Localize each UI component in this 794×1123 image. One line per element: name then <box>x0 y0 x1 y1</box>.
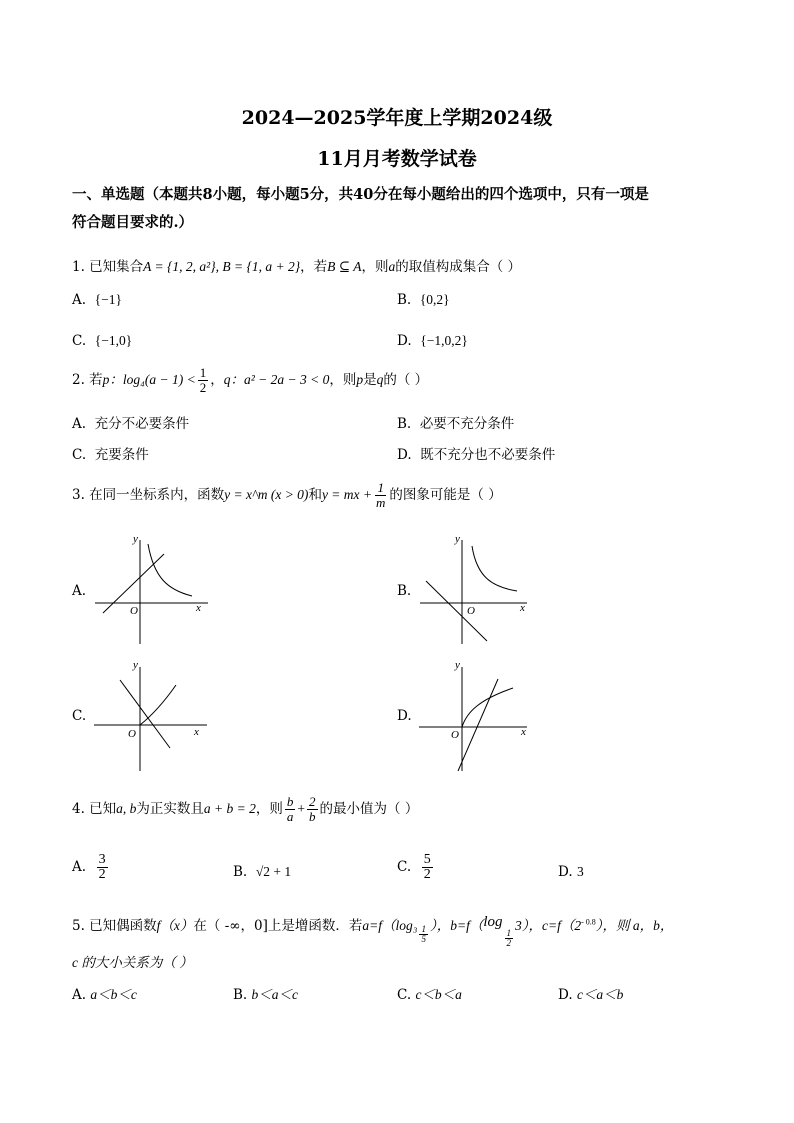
q5-b-base-den: 2 <box>506 938 511 948</box>
q3-graph-a <box>90 530 215 645</box>
q1-option-c-text: {−1,0} <box>94 333 133 348</box>
q2-q-var: q <box>223 372 231 387</box>
q5-line2: c 的大小关系为（ ） <box>72 955 193 970</box>
x-label: x <box>194 726 199 738</box>
q2-p-num: 1 <box>199 365 207 380</box>
q2-option-d[interactable] <box>397 443 555 463</box>
q1-option-d-label: D. <box>397 333 412 349</box>
q2-option-c-text: 充要条件 <box>94 447 149 463</box>
y-label: y <box>133 533 138 545</box>
power-curve <box>140 685 176 725</box>
q4-option-c-label: C. <box>397 859 412 875</box>
q4-option-b[interactable] <box>233 864 291 880</box>
q3-option-d-label[interactable]: D. <box>397 708 412 724</box>
q2-option-c-label: C. <box>72 447 87 463</box>
q5-option-d-label: D. <box>558 987 573 1003</box>
q4-term2 <box>307 795 318 824</box>
origin-label: O <box>451 729 459 741</box>
q3-option-b-label[interactable]: B. <box>397 583 412 599</box>
q3-f2: y = mx + <box>321 487 373 502</box>
q3-graph-d <box>415 655 540 775</box>
q4-option-c-num: 5 <box>423 852 431 867</box>
q3-f2-num: 1 <box>377 480 384 495</box>
q4-option-a-frac <box>97 853 108 882</box>
line-graph <box>426 581 487 641</box>
q5-fx: f（x） <box>156 918 194 933</box>
q3-f2-den: m <box>376 495 386 510</box>
q4-option-c-frac <box>422 853 433 882</box>
q2-p-fraction <box>198 366 209 395</box>
q4-vars: a, b <box>116 801 137 816</box>
q4-option-a-num: 3 <box>98 852 106 867</box>
q3-option-c-label[interactable]: C. <box>72 708 87 724</box>
q5-option-c[interactable] <box>397 983 462 1003</box>
q3-f2-fraction <box>374 481 387 510</box>
q3-and: 和 <box>308 487 322 503</box>
q5-b-base <box>505 929 514 948</box>
q2-option-d-label: D. <box>397 447 412 463</box>
q4-option-a-den: 2 <box>98 867 106 882</box>
q2-option-b-label: B. <box>397 416 412 432</box>
q2-q-sep: ， <box>210 372 224 388</box>
q1-suffix: 的取值构成集合（ ） <box>395 259 522 275</box>
power-curve <box>462 688 513 727</box>
q4-option-a-label: A. <box>72 859 87 875</box>
q2-option-d-text: 既不充分也不必要条件 <box>420 447 556 463</box>
y-label: y <box>455 533 460 545</box>
q4-term1 <box>285 795 296 824</box>
q5-c-def: c=f（2 <box>542 918 582 933</box>
q2-option-b-text: 必要不充分条件 <box>419 416 515 432</box>
q4-mid: 为正实数且 <box>136 801 204 817</box>
section-heading-cont: 符合题目要求的.） <box>72 214 194 231</box>
q1-option-c-label: C. <box>72 333 87 349</box>
q1-option-b[interactable] <box>397 292 450 308</box>
q2-prefix: 2. 若 <box>72 372 103 388</box>
q1-option-d-text: {−1,0,2} <box>420 333 468 348</box>
q5-option-c-label: C. <box>397 987 412 1003</box>
q4-t2-num: 2 <box>309 794 316 809</box>
q1-var: a <box>388 259 396 274</box>
q2-p-expr: ：log₄(a − 1) < <box>109 372 196 387</box>
q2-q-expr: ：a² − 2a − 3 < 0 <box>230 372 330 387</box>
q2-p-den: 2 <box>199 380 207 395</box>
q5-b-arg: 3）， <box>515 918 542 933</box>
q5-prefix: 5. 已知偶函数 <box>72 918 157 934</box>
q1-set-a: A = {1, 2, a²} <box>143 259 216 274</box>
origin-label: O <box>128 728 136 740</box>
q5-option-d[interactable] <box>558 983 623 1003</box>
q4-suffix: 的最小值为（ ） <box>319 801 419 817</box>
origin-label: O <box>130 605 138 617</box>
q4-cond: a + b = 2 <box>203 801 256 816</box>
q2-mid: ，则 <box>329 372 357 388</box>
origin-label: O <box>467 605 475 617</box>
q1-mid: ，则 <box>361 259 389 275</box>
q4-option-c[interactable] <box>397 853 435 882</box>
q3-graph-b <box>415 530 540 645</box>
q5-option-b-text: b＜a＜c <box>251 987 299 1002</box>
q3-f1: y = x^m (x > 0) <box>224 487 309 502</box>
question-5-stem-line2 <box>72 951 193 971</box>
q4-option-d[interactable] <box>558 864 584 880</box>
q1-option-c[interactable] <box>72 333 132 349</box>
q1-option-a[interactable] <box>72 292 122 308</box>
q4-option-a[interactable] <box>72 853 110 882</box>
q5-option-a-text: a＜b＜c <box>90 987 137 1002</box>
q2-option-b[interactable] <box>397 412 514 432</box>
q1-option-b-text: {0,2} <box>419 292 450 307</box>
q2-option-a[interactable] <box>72 412 189 432</box>
question-4-stem <box>72 795 418 824</box>
y-label: y <box>133 659 138 671</box>
exam-title-line1: 2024—2025学年度上学期2024级 <box>241 107 553 129</box>
q3-suffix: 的图象可能是（ ） <box>389 487 502 503</box>
q4-option-d-text: 3 <box>576 864 584 879</box>
q5-option-d-text: c＜a＜b <box>576 987 624 1002</box>
q4-t2-den: b <box>309 809 316 824</box>
q4-plus: + <box>297 801 306 816</box>
q2-option-a-text: 充分不必要条件 <box>94 416 190 432</box>
power-curve <box>148 544 192 596</box>
q5-a-den: 5 <box>421 934 426 944</box>
q3-graph-c <box>90 655 215 770</box>
q4-option-b-text: √2 + 1 <box>255 864 292 879</box>
question-3-stem <box>72 481 502 510</box>
q5-b-def: b=f（ <box>450 918 484 933</box>
q5-a-frac <box>419 925 428 944</box>
q4-option-c-den: 2 <box>423 867 431 882</box>
q4-option-b-label: B. <box>233 864 248 880</box>
x-label: x <box>196 602 201 614</box>
q5-c-exp: - 0.8 <box>581 917 596 927</box>
q2-is: 是 <box>363 372 377 388</box>
q2-p-var2: p <box>356 372 364 387</box>
q3-option-a-label[interactable]: A. <box>72 583 87 599</box>
question-1-stem <box>72 255 521 275</box>
q1-cond-prefix: ，若 <box>300 259 328 275</box>
question-5-stem <box>72 914 673 948</box>
section-heading: 一、单选题（本题共8小题，每小题5分，共40分在每小题给出的四个选项中，只有一项是 <box>72 186 649 203</box>
q1-cond: B ⊆ A <box>327 259 362 274</box>
q5-a-num: 1 <box>421 924 426 934</box>
q3-prefix: 3. 在同一坐标系内，函数 <box>72 487 225 503</box>
exam-title-line2: 11月月考数学试卷 <box>317 148 477 170</box>
q1-option-d[interactable] <box>397 333 468 349</box>
q4-t1-den: a <box>286 809 294 824</box>
q1-option-a-label: A. <box>72 292 87 308</box>
q1-option-a-text: {−1} <box>94 292 122 307</box>
q5-a-def: a=f（log₃ <box>362 918 418 933</box>
q2-option-c[interactable] <box>72 443 149 463</box>
x-label: x <box>520 602 525 614</box>
q5-option-a-label: A. <box>72 987 87 1003</box>
q5-a-close: ）， <box>429 918 451 933</box>
q1-option-b-label: B. <box>397 292 412 308</box>
q2-q-var2: q <box>376 372 384 387</box>
q1-prefix: 1. 已知集合 <box>72 259 144 275</box>
y-label: y <box>455 659 460 671</box>
q2-option-a-label: A. <box>72 416 87 432</box>
q5-option-b-label: B. <box>233 987 248 1003</box>
q4-prefix: 4. 已知 <box>72 801 117 817</box>
q5-option-a[interactable] <box>72 983 137 1003</box>
x-label: x <box>521 726 526 738</box>
q5-b-base-num: 1 <box>506 928 511 938</box>
q4-mid2: ，则 <box>255 801 283 817</box>
q1-set-b: , B = {1, a + 2} <box>215 259 301 274</box>
q2-suffix: 的（ ） <box>383 372 429 388</box>
line-graph <box>458 679 498 771</box>
q4-option-d-label: D. <box>558 864 573 880</box>
q5-option-c-text: c＜b＜a <box>415 987 462 1002</box>
power-curve <box>472 546 517 591</box>
q2-p-var: p <box>102 372 110 387</box>
q5-in: 在（ -∞，0]上是增函数．若 <box>193 918 363 934</box>
q5-c-close: ），则 a，b， <box>595 918 674 933</box>
question-2-stem <box>72 366 428 395</box>
q4-t1-num: b <box>286 794 294 809</box>
q5-option-b[interactable] <box>233 983 298 1003</box>
q5-b-log: log <box>483 914 503 930</box>
